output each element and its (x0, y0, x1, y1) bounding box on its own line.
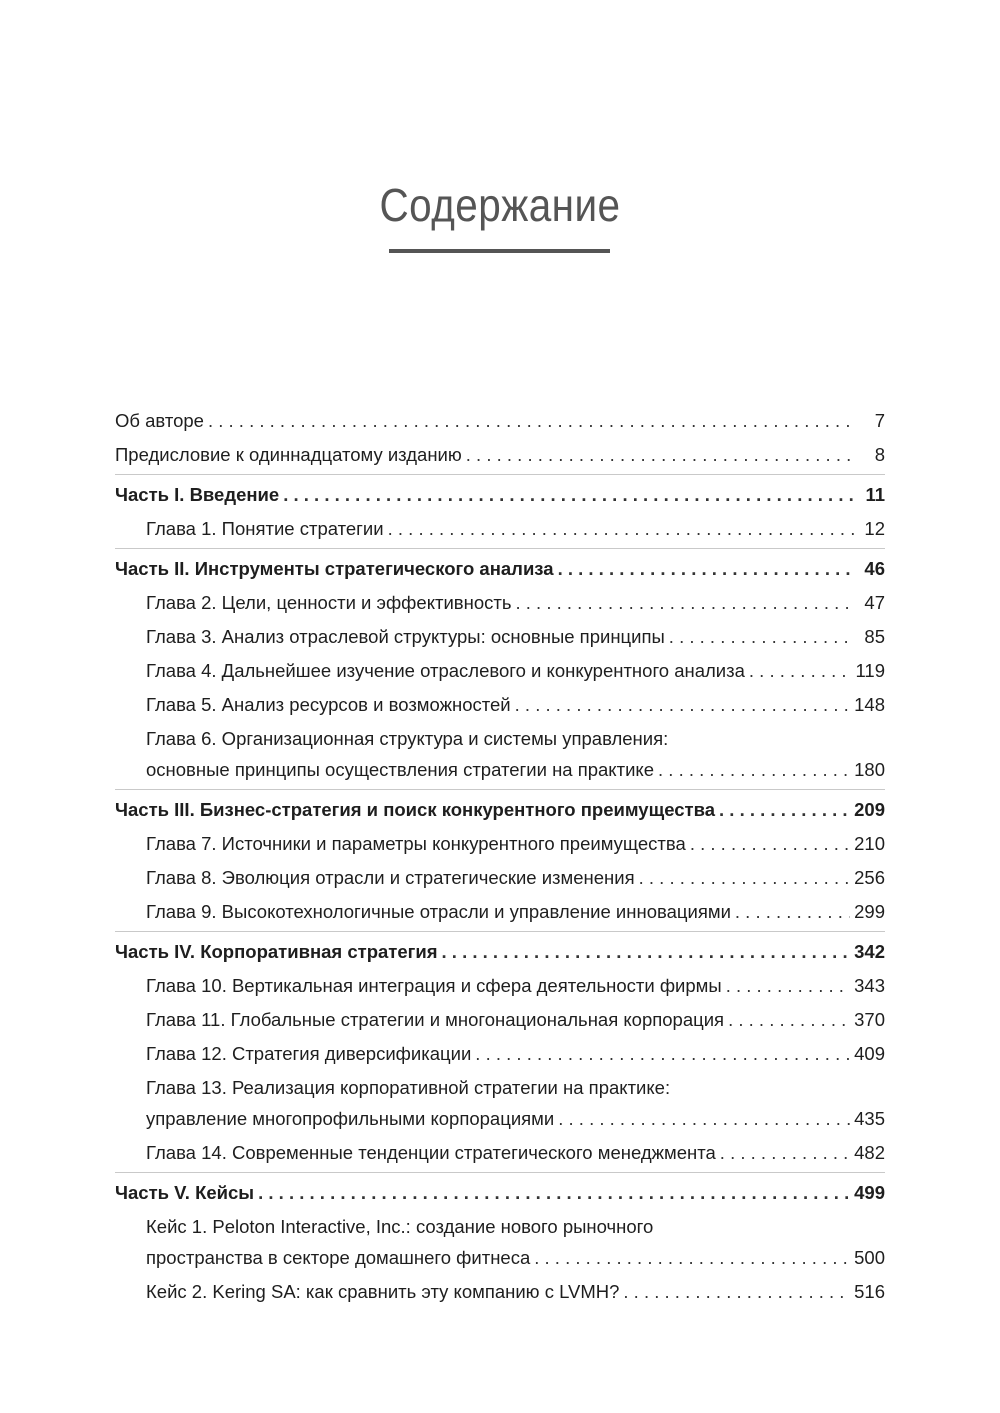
toc-chapter-title: Глава 2. Цели, ценности и эффективность (146, 592, 512, 613)
toc-leader (639, 865, 851, 890)
toc-page-number: 12 (864, 518, 885, 539)
toc-part-3[interactable] (115, 797, 885, 822)
table-of-contents (115, 408, 885, 1304)
toc-page-number: 85 (864, 626, 885, 647)
toc-page-number: 47 (864, 592, 885, 613)
toc-chapter-title-line2: основные принципы осуществления стратегии на практике (146, 759, 655, 780)
toc-page-number: 500 (854, 1247, 885, 1268)
toc-chapter-title-line1: Глава 6. Организационная структура и системы управления: (146, 728, 669, 749)
toc-part-4[interactable] (115, 939, 885, 964)
toc-leader (623, 1279, 850, 1304)
toc-part-title: Часть V. Кейсы (115, 1182, 255, 1203)
toc-chapter-title: Глава 3. Анализ отраслевой структуры: основные принципы (146, 626, 665, 647)
toc-case-title: Кейс 2. Kering SA: как сравнить эту компанию с LVMH? (146, 1281, 620, 1302)
toc-leader (515, 692, 850, 717)
toc-case-title-line2: пространства в секторе домашнего фитнеса (146, 1247, 531, 1268)
toc-page-number: 499 (854, 1182, 885, 1203)
toc-leader (208, 408, 855, 433)
toc-leader (516, 590, 856, 615)
toc-page-number: 8 (874, 444, 885, 465)
toc-chapter-10[interactable] (115, 973, 885, 998)
toc-chapter-title: Глава 1. Понятие стратегии (146, 518, 384, 539)
toc-page-number: 409 (854, 1043, 885, 1064)
toc-leader (258, 1180, 850, 1205)
toc-page-number: 370 (854, 1009, 885, 1030)
toc-leader (690, 831, 850, 856)
toc-entry-title: Предисловие к одиннадцатому изданию (115, 444, 462, 465)
toc-page-number: 180 (854, 759, 885, 780)
toc-chapter-13[interactable] (115, 1075, 885, 1131)
toc-part-5[interactable] (115, 1180, 885, 1205)
toc-page-number: 343 (854, 975, 885, 996)
toc-leader (558, 1106, 850, 1131)
toc-leader (475, 1041, 850, 1066)
toc-case-title-line1: Кейс 1. Peloton Interactive, Inc.: создание нового рыночного (146, 1216, 654, 1237)
toc-leader (719, 797, 850, 822)
toc-page-number: 7 (874, 410, 885, 431)
toc-chapter-3[interactable] (115, 624, 885, 649)
toc-leader (388, 516, 855, 541)
toc-part-title: Часть IV. Корпоративная стратегия (115, 941, 438, 962)
title-underline (389, 249, 610, 253)
page-title: Содержание (379, 179, 621, 231)
toc-entry-about[interactable] (115, 408, 885, 433)
toc-chapter-1[interactable] (115, 516, 885, 541)
toc-chapter-title: Глава 5. Анализ ресурсов и возможностей (146, 694, 511, 715)
toc-leader (534, 1245, 850, 1270)
toc-chapter-6[interactable] (115, 726, 885, 782)
toc-chapter-8[interactable] (115, 865, 885, 890)
toc-leader (283, 482, 855, 507)
toc-page-number: 342 (854, 941, 885, 962)
toc-page-number: 210 (854, 833, 885, 854)
toc-entry-title: Об авторе (115, 410, 204, 431)
toc-page-number: 209 (854, 799, 885, 820)
toc-chapter-title: Глава 7. Источники и параметры конкурентного преимущества (146, 833, 686, 854)
toc-leader (728, 1007, 850, 1032)
toc-chapter-title-line1: Глава 13. Реализация корпоративной стратегии на практике: (146, 1077, 671, 1098)
toc-chapter-title: Глава 8. Эволюция отрасли и стратегические изменения (146, 867, 635, 888)
toc-chapter-14[interactable] (115, 1140, 885, 1165)
toc-chapter-4[interactable] (115, 658, 885, 683)
toc-chapter-5[interactable] (115, 692, 885, 717)
toc-page-number: 119 (855, 660, 885, 681)
toc-chapter-title-line2: управление многопрофильными корпорациями (146, 1108, 555, 1129)
toc-chapter-title: Глава 14. Современные тенденции стратегического менеджмента (146, 1142, 716, 1163)
toc-chapter-9[interactable] (115, 899, 885, 924)
toc-leader (720, 1140, 850, 1165)
toc-page-number: 256 (854, 867, 885, 888)
toc-page-number: 435 (854, 1108, 885, 1129)
toc-page-number: 516 (854, 1281, 885, 1302)
toc-chapter-title: Глава 9. Высокотехнологичные отрасли и управление инновациями (146, 901, 731, 922)
toc-leader (558, 556, 855, 581)
toc-chapter-title: Глава 4. Дальнейшее изучение отраслевого и конкурентного анализа (146, 660, 745, 681)
toc-part-title: Часть III. Бизнес-стратегия и поиск конкурентного преимущества (115, 799, 716, 820)
toc-page-number: 148 (854, 694, 885, 715)
toc-chapter-7[interactable] (115, 831, 885, 856)
toc-leader (735, 899, 850, 924)
toc-chapter-11[interactable] (115, 1007, 885, 1032)
toc-chapter-12[interactable] (115, 1041, 885, 1066)
toc-leader (442, 939, 851, 964)
toc-leader (669, 624, 855, 649)
toc-chapter-title: Глава 10. Вертикальная интеграция и сфера деятельности фирмы (146, 975, 722, 996)
toc-leader (466, 442, 855, 467)
toc-case-1[interactable] (115, 1214, 885, 1270)
toc-case-2[interactable] (115, 1279, 885, 1304)
toc-chapter-title: Глава 12. Стратегия диверсификации (146, 1043, 472, 1064)
toc-page-number: 11 (865, 484, 885, 505)
toc-part-2[interactable] (115, 556, 885, 581)
toc-page-number: 299 (854, 901, 885, 922)
toc-leader (658, 757, 850, 782)
toc-page-number: 46 (864, 558, 885, 579)
toc-leader (726, 973, 850, 998)
toc-leader (749, 658, 852, 683)
toc-entry-preface[interactable] (115, 442, 885, 467)
toc-part-1[interactable] (115, 482, 885, 507)
toc-part-title: Часть II. Инструменты стратегического анализа (115, 558, 554, 579)
toc-chapter-2[interactable] (115, 590, 885, 615)
toc-part-title: Часть I. Введение (115, 484, 280, 505)
toc-page-number: 482 (854, 1142, 885, 1163)
toc-chapter-title: Глава 11. Глобальные стратегии и многонациональная корпорация (146, 1009, 725, 1030)
